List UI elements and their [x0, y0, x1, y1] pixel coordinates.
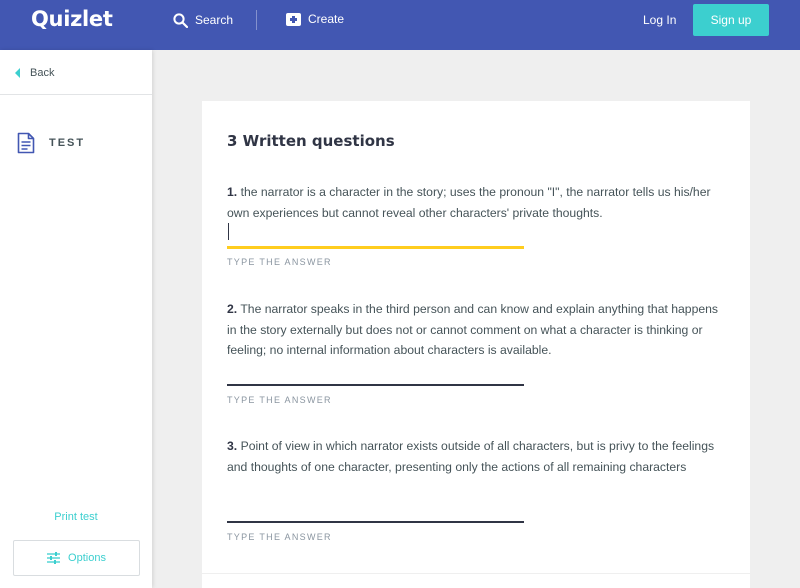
sidebar-divider [0, 94, 152, 95]
create-label: Create [308, 12, 345, 26]
next-card-edge [202, 574, 750, 588]
question-text: The narrator speaks in the third person and can know and explain anything that happens in the story externally but does not or cannot comment on what a character is thinking or feeling; no internal information about characters is available. [227, 302, 719, 357]
quizlet-logo[interactable]: Quizlet [31, 7, 113, 31]
page-title: 3 Written questions [227, 132, 395, 150]
create-button[interactable] [286, 10, 344, 28]
answer-input-2[interactable] [227, 384, 524, 386]
sidebar-item-test[interactable] [17, 132, 85, 154]
back-link[interactable] [15, 67, 54, 79]
answer-label: TYPE THE ANSWER [227, 257, 332, 267]
sidebar-item-test-label: TEST [49, 137, 86, 149]
answer-label: TYPE THE ANSWER [227, 532, 332, 542]
back-label: Back [30, 67, 55, 79]
test-card [202, 101, 750, 573]
login-link[interactable]: Log In [643, 13, 677, 27]
options-sliders-icon [47, 552, 60, 564]
create-icon [286, 13, 301, 26]
question-number: 2. [227, 302, 238, 316]
answer-input-1[interactable] [227, 246, 524, 249]
answer-label: TYPE THE ANSWER [227, 395, 332, 405]
answer-input-3[interactable] [227, 521, 524, 523]
question-number: 1. [227, 185, 238, 199]
question-text: Point of view in which narrator exists outside of all characters, but is privy to the feelings and thoughts of one character, presenting only the actions of all remaining characters [227, 439, 715, 474]
print-test-link[interactable]: Print test [54, 511, 98, 523]
sidebar [0, 50, 152, 588]
top-nav-bar [0, 0, 800, 50]
options-label: Options [68, 552, 106, 564]
back-chevron-icon [15, 68, 20, 78]
question-1 [227, 182, 727, 223]
nav-divider [256, 10, 257, 30]
search-button[interactable] [173, 10, 233, 30]
question-3 [227, 436, 727, 477]
options-button[interactable] [13, 540, 140, 576]
search-icon [173, 13, 188, 28]
test-document-icon [17, 132, 35, 154]
question-text: the narrator is a character in the story; uses the pronoun "I", the narrator tells us his/her own experiences but cannot reveal other characters' private thoughts. [227, 185, 711, 220]
question-2 [227, 299, 727, 361]
signup-button[interactable]: Sign up [693, 4, 769, 36]
search-label: Search [195, 13, 234, 27]
text-cursor [228, 223, 229, 240]
question-number: 3. [227, 439, 238, 453]
